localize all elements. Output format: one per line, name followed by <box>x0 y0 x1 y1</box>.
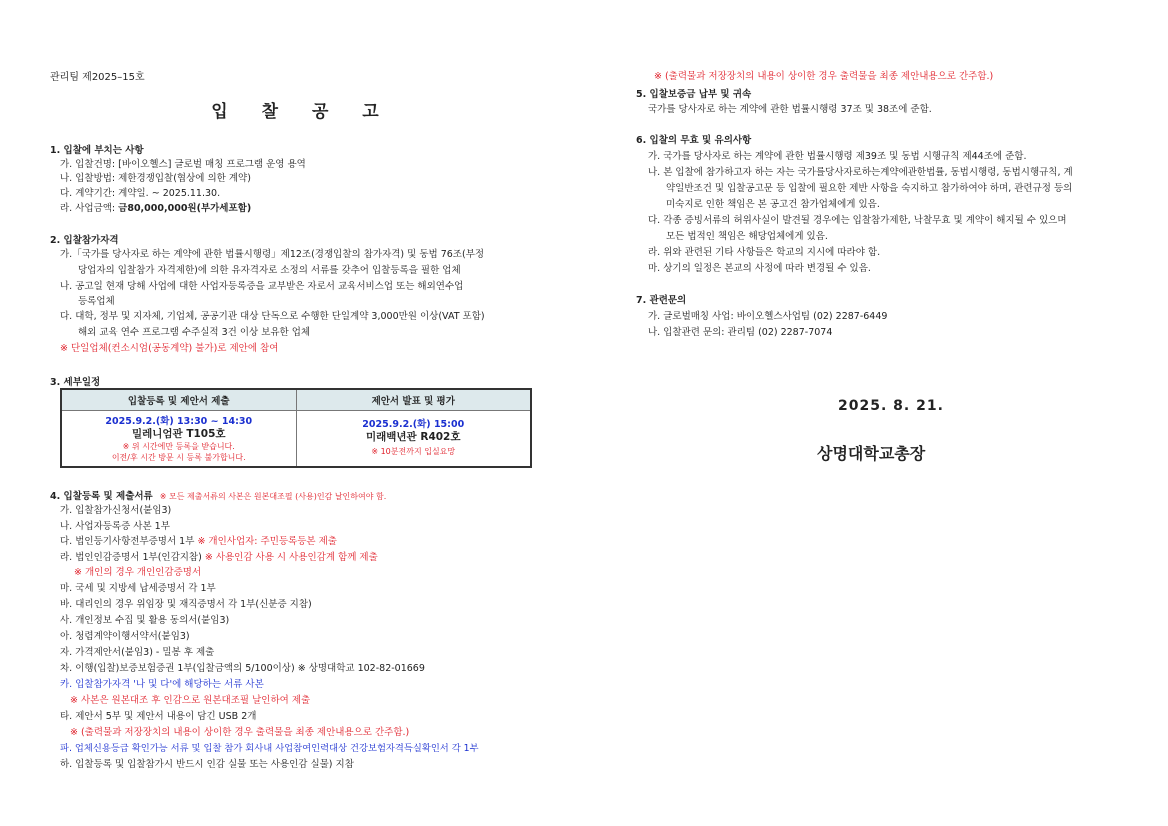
section-1-heading: 1. 입찰에 부치는 사항 <box>50 145 144 156</box>
sec2-item-a-line2: 당업자의 입찰참가 자격제한)에 의한 유자격자로 소정의 서류를 갖추어 입찰등록을 필한 업체 <box>78 265 461 276</box>
sec6-item-a: 가. 국가를 당사자로 하는 계약에 관한 법률시행령 제39조 및 동법 시행규칙 제44조에 준함. <box>648 151 1027 162</box>
sec4-item-ja: 자. 가격제안서(붙임3) - 밀봉 후 제출 <box>60 647 215 658</box>
section-2-heading: 2. 입찰참가자격 <box>50 235 119 246</box>
sec4-item-cha: 차. 이행(입찰)보증보험증권 1부(입찰금액의 5/100이상) ※ 상명대학교 102-82-01669 <box>60 663 425 674</box>
section-5-heading: 5. 입찰보증금 납부 및 귀속 <box>636 89 752 100</box>
sec6-item-e: 마. 상기의 일정은 본교의 사정에 따라 변경될 수 있음. <box>648 263 871 274</box>
sec4-item-ra-note2: ※ 개인의 경우 개인인감증명서 <box>74 567 202 578</box>
section-3-heading: 3. 세부일정 <box>50 377 101 388</box>
announcement-date: 2025. 8. 21. <box>838 398 944 414</box>
section-4-heading: 4. 입찰등록 및 제출서류 <box>50 491 153 502</box>
right-top-note: ※ (출력물과 저장장치의 내용이 상이한 경우 출력물을 최종 제안내용으로 간주함.) <box>654 71 994 82</box>
sec4-item-pa: 파. 업체신용등급 확인가능 서류 및 입찰 참가 회사내 사업참여인력대상 건강보험자격득실확인서 각 1부 <box>60 743 479 754</box>
sec6-item-d: 라. 위와 관련된 기타 사항들은 학교의 지시에 따라야 함. <box>648 247 881 258</box>
section-4-heading-note: ※ 모든 제출서류의 사본은 원본대조필 (사용)인감 날인하여야 함. <box>159 492 387 501</box>
schedule-cell-registration <box>61 411 296 467</box>
sec2-item-c-line1: 다. 대학, 정부 및 지자체, 기업체, 공공기관 대상 단독으로 수행한 단일계약 3,000만원 이상(VAT 포함) <box>60 311 485 322</box>
sec4-item-ra-note: ※ 사용인감 사용 시 사용인감계 함께 제출 <box>204 552 378 563</box>
sec2-note: ※ 단일업체(컨소시엄(공동계약) 불가)로 제안에 참여 <box>60 343 279 354</box>
sec5-text: 국가를 당사자로 하는 계약에 관한 법률시행령 37조 및 38조에 준함. <box>648 104 932 115</box>
sec1-item-d <box>60 200 251 214</box>
sec4-item-da-text: 다. 법인등기사항전부증명서 1부 <box>60 536 198 547</box>
section-4-heading-row <box>50 488 386 502</box>
sec4-item-ra-text: 라. 법인인감증명서 1부(인감지참) <box>60 552 205 563</box>
sec4-item-da <box>60 533 337 547</box>
presentation-note: ※ 10분전까지 입실요망 <box>371 447 456 457</box>
budget-label: 라. 사업금액: <box>60 203 119 214</box>
sec4-item-ma: 마. 국세 및 지방세 납세증명서 각 1부 <box>60 583 216 594</box>
schedule-header-registration: 입찰등록 및 제안서 제출 <box>61 389 296 411</box>
registration-note-2: 이전/후 시간 방문 시 등록 불가합니다. <box>111 452 246 462</box>
sec4-item-ka-note: ※ 사본은 원본대조 후 인감으로 원본대조필 날인하여 제출 <box>70 695 311 706</box>
sec2-item-b-line1: 나. 공고일 현재 당해 사업에 대한 사업자등록증을 교부받은 자로서 교육서비스업 또는 해외연수업 <box>60 281 464 292</box>
registration-time: 2025.9.2.(화) 13:30 ~ 14:30 <box>105 415 253 427</box>
registration-note-1: ※ 위 시간에만 등록을 받습니다. <box>122 441 235 451</box>
section-6-heading: 6. 입찰의 무효 및 유의사항 <box>636 135 752 146</box>
budget-amount: 금80,000,000원(부가세포함) <box>118 203 252 214</box>
sec1-item-b: 나. 입찰방법: 제한경쟁입찰(협상에 의한 계약) <box>60 173 251 184</box>
sec2-item-b-line2: 등록업체 <box>78 296 115 307</box>
sec2-item-c-line2: 해외 교육 연수 프로그램 수주실적 3건 이상 보유한 업체 <box>78 327 311 338</box>
presentation-time: 2025.9.2.(화) 15:00 <box>362 419 465 431</box>
sec6-item-c-line1: 다. 각종 증빙서류의 허위사실이 발견될 경우에는 입찰참가제한, 낙찰무효 및 계약이 해지될 수 있으며 <box>648 215 1067 226</box>
sec4-item-ka: 카. 입찰참가자격 '나 및 다'에 해당하는 서류 사본 <box>60 679 264 690</box>
document-number: 관리팀 제2025–15호 <box>50 72 145 83</box>
sec4-item-ha: 하. 입찰등록 및 입찰참가시 반드시 인감 실물 또는 사용인감 실물) 지참 <box>60 759 354 770</box>
sec4-item-ba: 바. 대리인의 경우 위임장 및 재직증명서 각 1부(신분증 지참) <box>60 599 312 610</box>
sec4-item-na: 나. 사업자등록증 사본 1부 <box>60 521 170 532</box>
sec4-item-sa: 사. 개인정보 수집 및 활용 동의서(붙임3) <box>60 615 230 626</box>
sec4-item-ta: 타. 제안서 5부 및 제안서 내용이 담긴 USB 2개 <box>60 711 257 722</box>
sec6-item-b-line3: 미숙지로 인한 책임은 본 공고건 참가업체에게 있음. <box>666 199 880 210</box>
sec4-item-ra <box>60 549 378 563</box>
sec1-item-a: 가. 입찰건명: [바이오헬스] 글로벌 매칭 프로그램 운영 용역 <box>60 159 306 170</box>
registration-place: 밀레니엄관 T105호 <box>131 427 226 440</box>
sec7-item-b: 나. 입찰관련 문의: 관리팀 (02) 2287-7074 <box>648 327 833 338</box>
signer-name: 상명대학교총장 <box>817 444 926 463</box>
page-title: 입 찰 공 고 <box>211 102 393 122</box>
sec7-item-a: 가. 글로벌매칭 사업: 바이오헬스사업팀 (02) 2287-6449 <box>648 311 888 322</box>
schedule-table <box>60 388 532 468</box>
presentation-place: 미래백년관 R402호 <box>365 431 461 444</box>
sec4-item-aa: 아. 청렴계약이행서약서(붙임3) <box>60 631 190 642</box>
schedule-cell-presentation <box>296 411 531 467</box>
section-7-heading: 7. 관련문의 <box>636 295 687 306</box>
sec1-item-c: 다. 계약기간: 계약일. ~ 2025.11.30. <box>60 188 221 199</box>
sec4-item-ta-note: ※ (출력물과 저장장치의 내용이 상이한 경우 출력물을 최종 제안내용으로 간주함.) <box>70 727 410 738</box>
sec6-item-b-line1: 나. 본 입찰에 참가하고자 하는 자는 국가를당사자로하는계약에관한법률, 동법시행령, 동법시행규칙, 계 <box>648 167 1073 178</box>
sec6-item-b-line2: 약일반조건 및 입찰공고문 등 입찰에 필요한 제반 사항을 숙지하고 참가하여야 하며, 관련규정 등의 <box>666 183 1073 194</box>
sec4-item-ga: 가. 입찰참가신청서(붙임3) <box>60 505 172 516</box>
sec2-item-a-line1: 가.「국가를 당사자로 하는 계약에 관한 법률시행령」제12조(경쟁입찰의 참가자격) 및 동법 76조(부정 <box>60 249 485 260</box>
sec6-item-c-line2: 모든 법적인 책임은 해당업체에게 있음. <box>666 231 828 242</box>
schedule-header-presentation: 제안서 발표 및 평가 <box>296 389 531 411</box>
sec4-item-da-note: ※ 개인사업자: 주민등록등본 제출 <box>197 536 337 547</box>
